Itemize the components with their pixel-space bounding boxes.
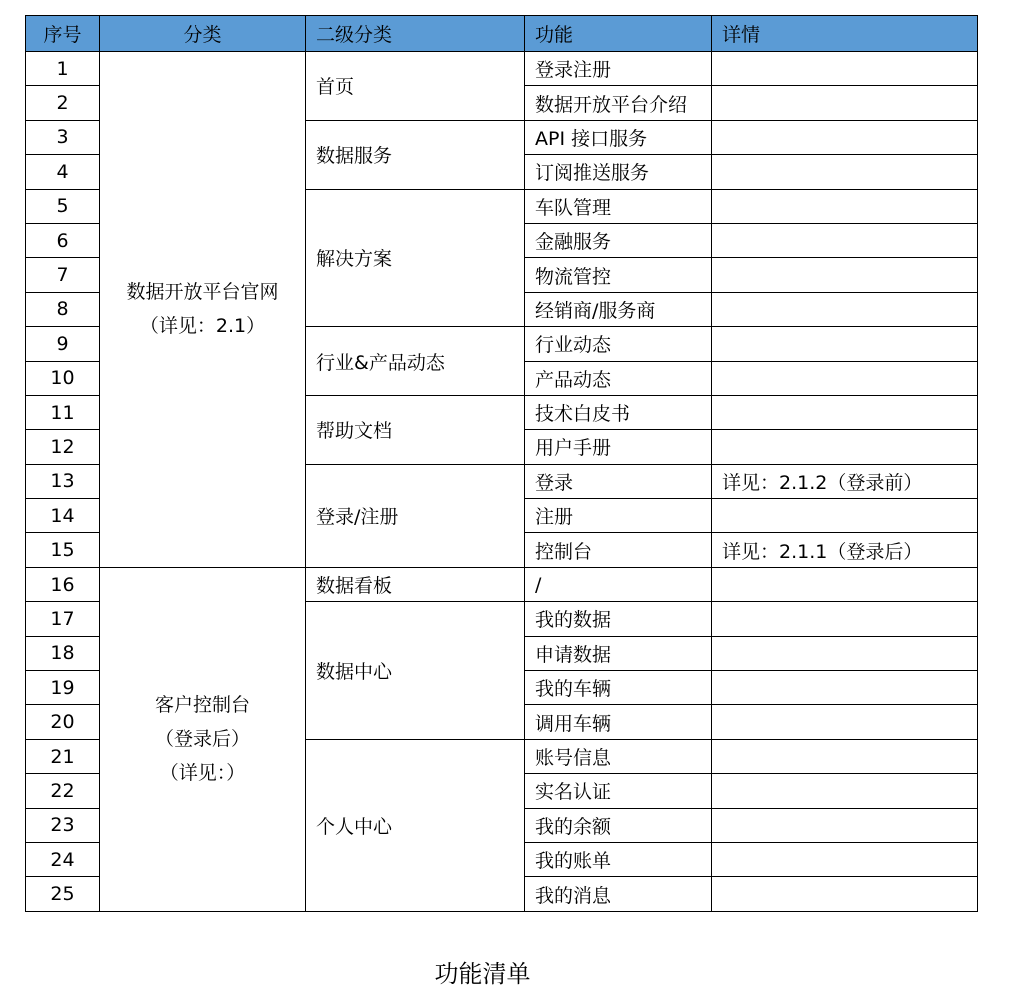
row-number: 9 — [26, 327, 100, 361]
row-number: 15 — [26, 533, 100, 567]
function-cell: 技术白皮书 — [525, 395, 712, 429]
row-number: 5 — [26, 189, 100, 223]
subcategory-cell: 解决方案 — [306, 189, 525, 327]
function-cell: 经销商/服务商 — [525, 292, 712, 326]
function-cell: 金融服务 — [525, 223, 712, 257]
header-no: 序号 — [26, 16, 100, 52]
row-number: 18 — [26, 636, 100, 670]
row-number: 13 — [26, 464, 100, 498]
detail-cell — [712, 705, 978, 739]
row-number: 14 — [26, 499, 100, 533]
function-cell: 我的数据 — [525, 602, 712, 636]
detail-cell — [712, 636, 978, 670]
row-number: 16 — [26, 567, 100, 601]
subcategory-cell: 数据中心 — [306, 602, 525, 740]
function-cell: 调用车辆 — [525, 705, 712, 739]
function-cell: 用户手册 — [525, 430, 712, 464]
function-cell: 控制台 — [525, 533, 712, 567]
row-number: 3 — [26, 120, 100, 154]
subcategory-cell: 数据服务 — [306, 120, 525, 189]
function-cell: 物流管控 — [525, 258, 712, 292]
function-cell: 车队管理 — [525, 189, 712, 223]
header-function: 功能 — [525, 16, 712, 52]
function-cell: 登录 — [525, 464, 712, 498]
subcategory-cell: 个人中心 — [306, 739, 525, 911]
detail-cell — [712, 877, 978, 911]
subcategory-cell: 行业&产品动态 — [306, 327, 525, 396]
header-detail: 详情 — [712, 16, 978, 52]
function-cell: 我的账单 — [525, 842, 712, 876]
function-cell: 我的消息 — [525, 877, 712, 911]
function-cell: 申请数据 — [525, 636, 712, 670]
detail-cell — [712, 395, 978, 429]
row-number: 10 — [26, 361, 100, 395]
category-note: （登录后） — [154, 728, 250, 751]
function-cell: 订阅推送服务 — [525, 155, 712, 189]
category-cell — [100, 567, 306, 911]
row-number: 22 — [26, 774, 100, 808]
detail-cell — [712, 86, 978, 120]
row-number: 6 — [26, 223, 100, 257]
detail-cell — [712, 430, 978, 464]
subcategory-cell: 首页 — [306, 52, 525, 121]
function-cell: 数据开放平台介绍 — [525, 86, 712, 120]
table-row — [26, 52, 978, 86]
detail-cell — [712, 361, 978, 395]
subcategory-cell: 帮助文档 — [306, 395, 525, 464]
row-number: 7 — [26, 258, 100, 292]
row-number: 2 — [26, 86, 100, 120]
row-number: 24 — [26, 842, 100, 876]
detail-cell — [712, 155, 978, 189]
function-cell: 产品动态 — [525, 361, 712, 395]
category-ref: （详见：） — [159, 762, 246, 785]
row-number: 25 — [26, 877, 100, 911]
detail-cell — [712, 774, 978, 808]
detail-cell — [712, 808, 978, 842]
row-number: 20 — [26, 705, 100, 739]
function-cell: API 接口服务 — [525, 120, 712, 154]
function-cell: 账号信息 — [525, 739, 712, 773]
detail-cell — [712, 189, 978, 223]
category-note: （详见：2.1） — [139, 315, 266, 338]
subcategory-cell: 登录/注册 — [306, 464, 525, 567]
detail-cell — [712, 602, 978, 636]
category-name: 数据开放平台官网 — [126, 281, 279, 304]
detail-cell: 详见：2.1.1（登录后） — [712, 533, 978, 567]
function-cell: 实名认证 — [525, 774, 712, 808]
row-number: 17 — [26, 602, 100, 636]
detail-cell — [712, 327, 978, 361]
detail-cell — [712, 223, 978, 257]
detail-cell — [712, 120, 978, 154]
row-number: 21 — [26, 739, 100, 773]
detail-cell — [712, 567, 978, 601]
function-cell: 登录注册 — [525, 52, 712, 86]
detail-cell — [712, 842, 978, 876]
function-cell: / — [525, 567, 712, 601]
detail-cell: 详见：2.1.2（登录前） — [712, 464, 978, 498]
category-cell — [100, 52, 306, 568]
row-number: 12 — [26, 430, 100, 464]
function-list-table — [25, 15, 978, 912]
table-row — [26, 567, 978, 601]
detail-cell — [712, 258, 978, 292]
row-number: 8 — [26, 292, 100, 326]
detail-cell — [712, 292, 978, 326]
detail-cell — [712, 671, 978, 705]
header-category: 分类 — [100, 16, 306, 52]
detail-cell — [712, 52, 978, 86]
detail-cell — [712, 499, 978, 533]
row-number: 4 — [26, 155, 100, 189]
row-number: 19 — [26, 671, 100, 705]
row-number: 11 — [26, 395, 100, 429]
header-subcategory: 二级分类 — [306, 16, 525, 52]
function-cell: 我的余额 — [525, 808, 712, 842]
detail-cell — [712, 739, 978, 773]
function-cell: 注册 — [525, 499, 712, 533]
row-number: 1 — [26, 52, 100, 86]
table-header-row — [26, 16, 978, 52]
table-caption: 功能清单 — [434, 960, 531, 988]
function-cell: 行业动态 — [525, 327, 712, 361]
subcategory-cell: 数据看板 — [306, 567, 525, 601]
row-number: 23 — [26, 808, 100, 842]
category-name: 客户控制台 — [154, 694, 250, 717]
function-cell: 我的车辆 — [525, 671, 712, 705]
